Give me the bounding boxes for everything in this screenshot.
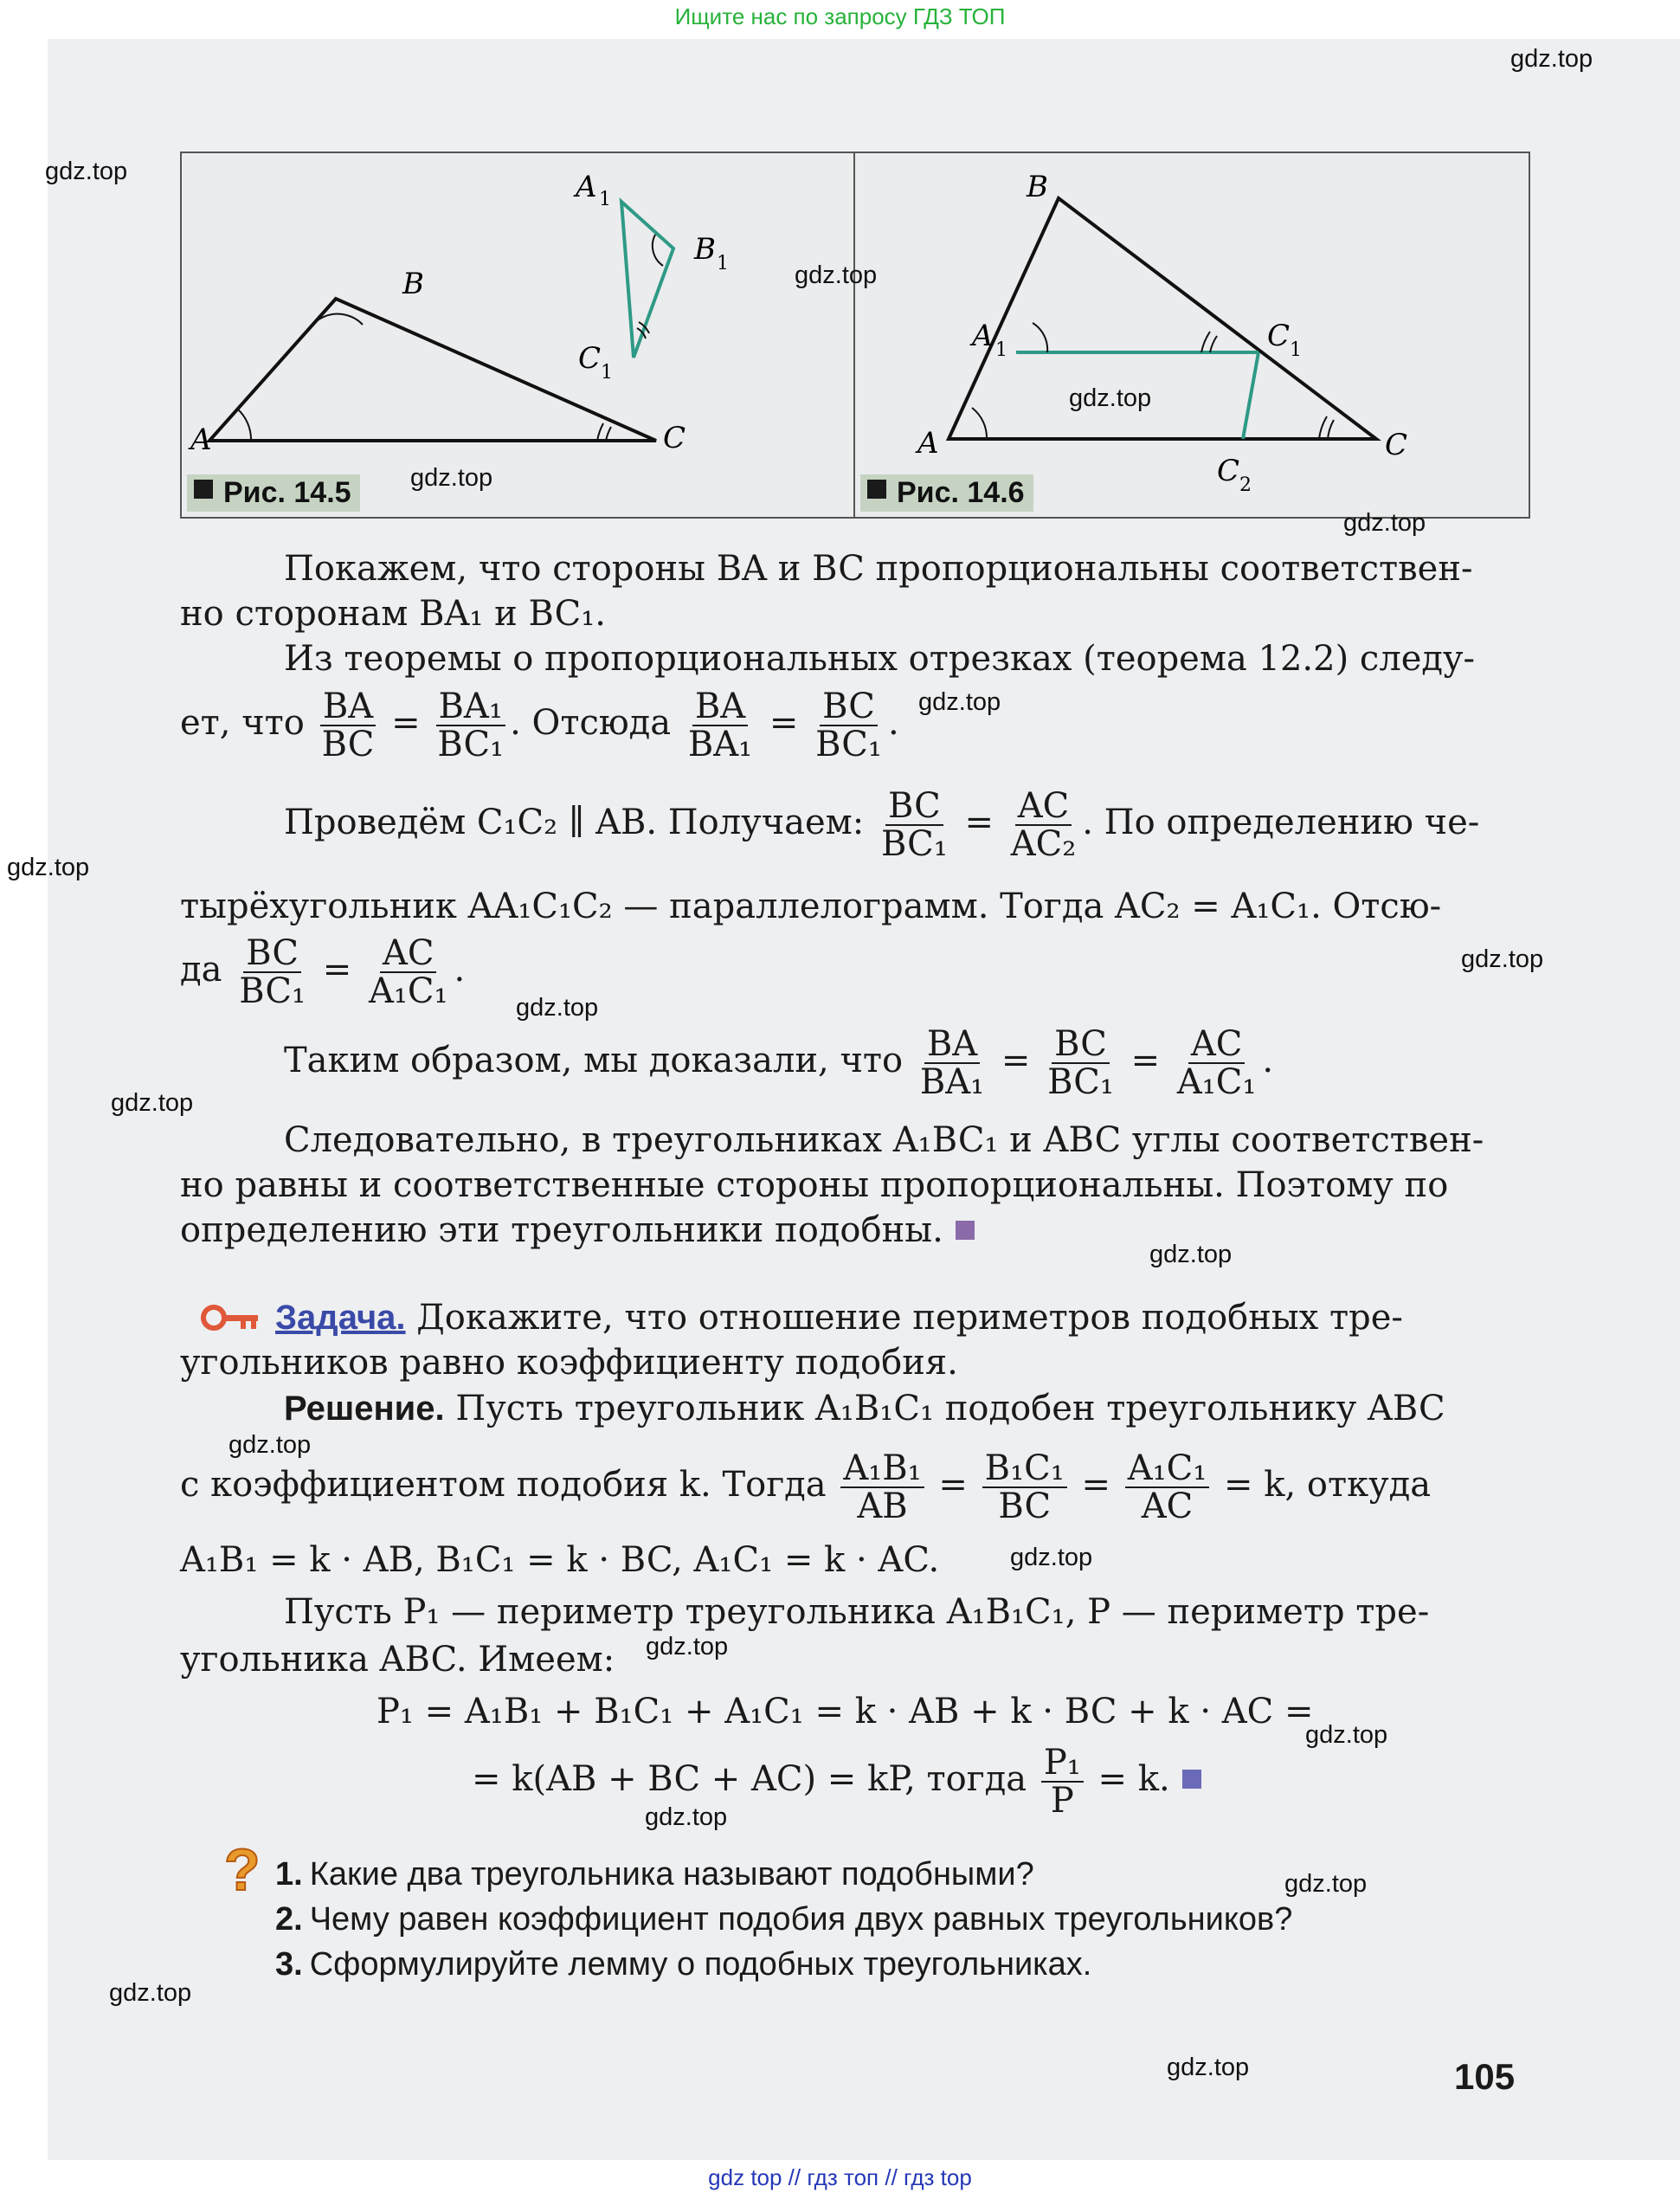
fig5-label-B1: B [694, 232, 716, 267]
watermark: gdz.top [45, 158, 128, 185]
page-number: 105 [1454, 2056, 1516, 2097]
numerator: AC [380, 935, 437, 973]
watermark: gdz.top [1149, 1241, 1233, 1268]
denominator: BC₁ [239, 971, 306, 1011]
text-span: = k. [1097, 1759, 1170, 1799]
fraction [1045, 1026, 1117, 1100]
denominator: BC₁ [815, 725, 882, 764]
fraction [366, 935, 451, 1009]
paragraph-line: Следовательно, в треугольниках A₁BC₁ и ABC углы соответствен- [284, 1120, 1484, 1160]
text-span: с коэффициентом подобия k. Тогда [180, 1465, 827, 1505]
fraction [434, 688, 506, 763]
figure-14-6-caption [860, 474, 1033, 512]
fraction [982, 1450, 1067, 1525]
fig5-sub-C1: 1 [601, 362, 613, 384]
denominator: BC [998, 1486, 1052, 1526]
fig6-label-A: A [917, 426, 939, 461]
fig6-sub-C1: 1 [1290, 339, 1302, 361]
watermark: gdz.top [410, 464, 493, 492]
task-line [201, 1294, 1530, 1345]
end-of-solution-icon [1182, 1770, 1201, 1789]
task-line: угольников равно коэффициенту подобия. [180, 1343, 958, 1383]
question-number: 3. [275, 1946, 303, 1983]
numerator: AC [1015, 788, 1072, 826]
fig5-label-C: C [663, 421, 686, 455]
numerator: BC [885, 788, 943, 826]
text-span: да [180, 950, 222, 990]
caption-text: Рис. 14.5 [223, 476, 351, 509]
watermark: gdz.top [1069, 384, 1152, 412]
caption-marker-icon [867, 480, 886, 499]
fig6-label-A1: A [972, 319, 994, 353]
watermark: gdz.top [918, 688, 1001, 716]
denominator: BC₁ [1047, 1062, 1114, 1102]
figure-14-6 [853, 152, 1530, 519]
fig6-sub-C2: 2 [1239, 474, 1252, 496]
caption-text: Рис. 14.6 [897, 476, 1025, 509]
paragraph-line: Проведём C₁C₂ ∥ AB. Получаем: $\frac{BC}{\text{BC₁}}$ = $\frac{AC}{\text{AC₂}}$ . По определению че- [284, 786, 1480, 864]
text-span: ет, что [180, 703, 305, 743]
watermark: gdz.top [1284, 1870, 1368, 1898]
numerator: BA [924, 1026, 980, 1064]
fraction [1175, 1026, 1259, 1100]
task-label: Задача. [275, 1299, 406, 1337]
figure-14-5-drawing [182, 153, 855, 517]
bottom-banner[interactable]: gdz top // гдз топ // гдз top [708, 2164, 972, 2190]
denominator: BC [321, 725, 375, 764]
fraction [840, 1450, 924, 1525]
question-mark-icon [221, 1840, 264, 1904]
figure-14-5-caption [187, 474, 360, 512]
denominator: P [1050, 1781, 1074, 1821]
solution-line: A₁B₁ = k · AB, B₁C₁ = k · BC, A₁C₁ = k · AC. [180, 1540, 940, 1580]
question-2 [275, 1898, 1292, 1941]
question-text: Сформулируйте лемму о подобных треугольниках. [309, 1946, 1092, 1983]
text-span: Таким образом, мы доказали, что [284, 1041, 904, 1080]
numerator: BA [320, 688, 376, 726]
fig5-sub-A1: 1 [599, 189, 611, 210]
fraction [1041, 1744, 1084, 1819]
watermark: gdz.top [1305, 1721, 1388, 1749]
paragraph-line: Из теоремы о пропорциональных отрезках (теорема 12.2) следу- [284, 639, 1476, 679]
question-number: 2. [275, 1901, 303, 1938]
solution-line: угольника ABC. Имеем: [180, 1640, 615, 1680]
numerator: BA [692, 688, 748, 726]
text-span: определению эти треугольники подобны. [180, 1210, 943, 1250]
denominator: BA₁ [687, 725, 753, 764]
watermark: gdz.top [516, 994, 599, 1022]
question-3 [275, 1943, 1091, 1986]
numerator: P₁ [1041, 1744, 1084, 1783]
watermark: gdz.top [229, 1431, 312, 1459]
numerator: B₁C₁ [982, 1450, 1067, 1488]
fig6-label-C1: C [1267, 319, 1291, 353]
denominator: A₁C₁ [368, 971, 448, 1011]
denominator: BC₁ [437, 725, 505, 764]
text-span: Пусть треугольник A₁B₁C₁ подобен треугольнику ABC [455, 1389, 1445, 1428]
text-span: Докажите, что отношение периметров подобных тре- [416, 1298, 1403, 1338]
paragraph-line: Покажем, что стороны BA и BC пропорциональны соответствен- [284, 549, 1473, 589]
text-span: . По определению че- [1082, 803, 1480, 842]
numerator: A₁C₁ [1125, 1450, 1210, 1488]
text-span: Проведём C₁C₂ ∥ AB. Получаем: [284, 803, 865, 842]
numerator: BC [820, 688, 878, 726]
denominator: AB [857, 1486, 908, 1526]
fig5-label-A: A [190, 422, 212, 457]
denominator: A₁C₁ [1176, 1062, 1257, 1102]
fraction [686, 688, 755, 763]
fraction [879, 788, 950, 862]
question-1 [275, 1853, 1034, 1896]
figure-14-6-drawing [855, 153, 1529, 517]
solution-line [472, 1740, 1424, 1819]
watermark: gdz.top [646, 1633, 729, 1661]
denominator: BC₁ [880, 824, 948, 864]
text-span: . Отсюда [510, 703, 672, 743]
watermark: gdz.top [1167, 2054, 1250, 2081]
top-banner[interactable]: Ищите нас по запросу ГДЗ ТОП [674, 3, 1006, 29]
watermark: gdz.top [1343, 509, 1426, 537]
svg-text:?: ? [224, 1840, 261, 1900]
watermark: gdz.top [111, 1089, 194, 1117]
paragraph-line [180, 1207, 1530, 1254]
end-of-proof-icon [956, 1221, 975, 1240]
numerator: BC [1052, 1026, 1110, 1064]
watermark: gdz.top [1010, 1544, 1093, 1571]
key-icon [201, 1298, 261, 1345]
watermark: gdz.top [645, 1803, 728, 1831]
caption-marker-icon [194, 480, 213, 499]
question-number: 1. [275, 1856, 303, 1893]
numerator: AC [1188, 1026, 1246, 1064]
figure-14-5 [180, 152, 857, 519]
paragraph-line: Таким образом, мы доказали, что $\frac{BA}{\text{BA₁}}$ = $\frac{BC}{\text{BC₁}}$ = $\frac{AC}{\text{A₁C₁}}$ . [284, 1024, 1274, 1102]
fig5-sub-B1: 1 [717, 253, 729, 274]
paragraph-line: ет, что $\frac{BA}{BC}$ = $\frac{\text{BA₁}}{\text{BC₁}}$ . Отсюда $\frac{BA}{\text{BA₁}}$ = $\frac{BC}{\text{BC₁}}$ . [180, 687, 899, 764]
fig5-label-C1: C [578, 341, 602, 376]
question-text: Чему равен коэффициент подобия двух равных треугольников? [309, 1901, 1293, 1938]
fig6-sub-A1: 1 [995, 339, 1007, 361]
solution-line: с коэффициентом подобия k. Тогда $\frac{\text{A₁B₁}}{AB}$ = $\frac{\text{B₁C₁}}{BC}$ = $\frac{\text{A₁C₁}}{AC}$ = k, откуда [180, 1448, 1432, 1526]
denominator: AC [1141, 1486, 1194, 1526]
paragraph-line: тырёхугольник AA₁C₁C₂ — параллелограмм. Тогда AC₂ = A₁C₁. Отсю- [180, 887, 1442, 926]
watermark: gdz.top [1461, 945, 1544, 973]
fig5-label-A1: A [576, 170, 597, 204]
fig6-label-C2: C [1217, 454, 1240, 488]
text-span: = k(AB + BC + AC) = kP, тогда [472, 1759, 1027, 1799]
solution-line: Пусть P₁ — периметр треугольника A₁B₁C₁, P — периметр тре- [284, 1592, 1430, 1632]
text-span: = k, откуда [1223, 1465, 1432, 1505]
numerator: BC [243, 935, 301, 973]
fraction [917, 1026, 987, 1100]
solution-label: Решение. [284, 1390, 445, 1428]
fig5-label-B: B [402, 267, 424, 301]
numerator: BA₁ [436, 688, 505, 726]
solution-line: P₁ = A₁B₁ + B₁C₁ + A₁C₁ = k · AB + k · BC + k · AC = [377, 1692, 1314, 1731]
watermark: gdz.top [7, 854, 90, 881]
fraction [1125, 1450, 1210, 1525]
paragraph-line: но равны и соответственные стороны пропорциональны. Поэтому по [180, 1165, 1449, 1205]
denominator: BA₁ [919, 1062, 985, 1102]
fraction [1008, 788, 1079, 862]
watermark: gdz.top [109, 1979, 192, 2007]
watermark: gdz.top [1510, 45, 1593, 73]
fig6-label-C: C [1385, 428, 1408, 462]
question-text: Какие два треугольника называют подобными? [309, 1856, 1034, 1893]
paragraph-line: да $\frac{BC}{\text{BC₁}}$ = $\frac{AC}{\text{A₁C₁}}$ . [180, 933, 466, 1011]
fraction [319, 688, 377, 763]
paragraph-line: но сторонам BA₁ и BC₁. [180, 594, 606, 634]
fraction [236, 935, 308, 1009]
fraction [813, 688, 885, 763]
fig6-label-B: B [1027, 170, 1048, 204]
numerator: A₁B₁ [840, 1450, 924, 1488]
denominator: AC₂ [1010, 824, 1077, 864]
solution-line [284, 1385, 1530, 1432]
watermark: gdz.top [795, 261, 878, 289]
